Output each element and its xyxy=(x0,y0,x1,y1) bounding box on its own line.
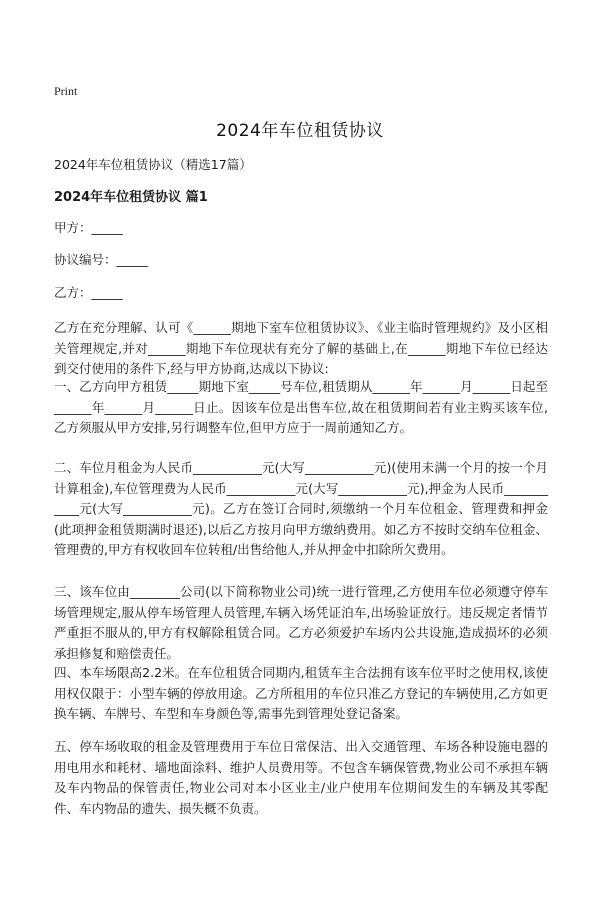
document-subtitle: 2024年车位租赁协议（精选17篇） xyxy=(54,157,252,172)
paragraph-clause-1: 一、乙方向甲方租赁_____期地下室_____号车位,租赁期从______年______月______日起至______年______月______日止。因该车位是出售车位,故在租赁期间若有业主购买该车位,乙方须服从甲方安排,另行调整车位,但甲方应于一周前通知乙方。 xyxy=(54,379,548,435)
document-title: 2024年车位租赁协议 xyxy=(216,121,384,141)
paragraph-clause-2: 二、车位月租金为人民币___________元(大写___________元)(使用未满一个月的按一个月计算租金),车位管理费为人民币___________元(大写___________元),押金为人民币___________元(大写___________元)。乙方在签订合同时,须缴纳一个月车位租金、管理费和押金(此项押金租赁期满时退还),以后乙方按月向甲方缴纳费用。如乙方不按时交纳车位租金、管理费的,甲方有权收回车位转租/出售给他人,并从押金中扣除所欠费用。 xyxy=(54,460,548,557)
paragraph-clause-4: 四、本车场限高2.2米。在车位租赁合同期内,租赁车主合法拥有该车位平时之使用权,该使用权仅限于：小型车辆的停放用途。乙方所租用的车位只准乙方登记的车辆使用,乙方如更换车辆、车牌号、车型和车身颜色等,需事先到管理处登记备案。 xyxy=(54,665,548,721)
section-heading: 2024年车位租赁协议 篇1 xyxy=(54,190,208,205)
agreement-number-line: 协议编号：_____ xyxy=(54,252,148,267)
print-label[interactable]: Print xyxy=(54,84,78,98)
party-b-line: 乙方：_____ xyxy=(54,285,123,300)
paragraph-intro: 乙方在充分理解、认可《______期地下室车位租赁协议》、《业主临时管理规约》及小区相关管理规定,并对______期地下车位现状有充分了解的基础上,在______期地下车位已经达到交付使用的条件下,经与甲方协商,达成以下协议: xyxy=(54,320,548,376)
party-a-line: 甲方：_____ xyxy=(54,220,123,235)
paragraph-clause-3: 三、该车位由________公司(以下简称物业公司)统一进行管理,乙方使用车位必须遵守停车场管理规定,服从停车场管理人员管理,车辆入场凭证泊车,出场验证放行。违反规定者情节严重拒不服从的,甲方有权解除租赁合同。乙方必须爱护车场内公共设施,造成损坏的必须承担修复和赔偿责任。 xyxy=(54,584,548,661)
paragraph-clause-5: 五、停车场收取的租金及管理费用于车位日常保洁、出入交通管理、车场各种设施电器的用电用水和耗材、墙地面涂料、维护人员费用等。不包含车辆保管费,物业公司不承担车辆及车内物品的保管责任,物业公司对本小区业主/业户使用车位期间发生的车辆及其零配件、车内物品的遗失、损失概不负责。 xyxy=(54,739,548,816)
